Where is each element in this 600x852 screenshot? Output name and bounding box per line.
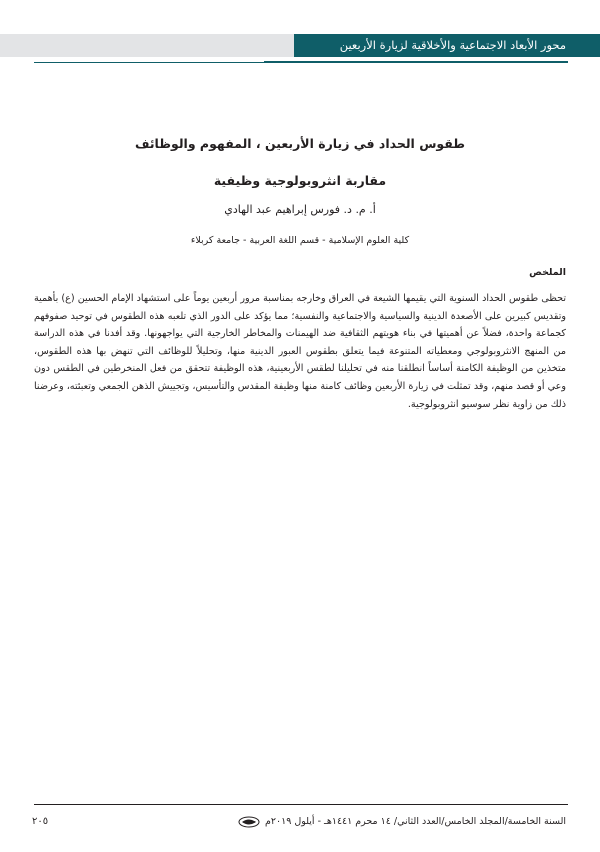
- author-name: أ. م. د. فورس إبراهيم عبد الهادي: [224, 203, 376, 216]
- page-footer: [32, 814, 566, 830]
- article-subtitle: مقاربة انثروبولوجية وظيفية: [213, 173, 387, 188]
- article-title: طقوس الحداد في زيارة الأربعين ، المفهوم والوظائف: [134, 136, 466, 151]
- page-number: ٢٠٥: [32, 816, 49, 827]
- abstract-heading: الملخص: [529, 267, 566, 278]
- footer-rule: [34, 804, 568, 805]
- journal-seal-icon: [238, 816, 260, 828]
- issue-info: السنة الخامسة/المجلد الخامس/العدد الثاني/ ١٤ محرم ١٤٤١هـ - أيلول ٢٠١٩م: [265, 816, 566, 827]
- author-affiliation: كلية العلوم الإسلامية - قسم اللغة العربية - جامعة كربلاء: [190, 235, 410, 246]
- header-rule-accent: [264, 61, 568, 63]
- abstract-body: تحظى طقوس الحداد السنوية التي يقيمها الشيعة في العراق وخارجه بمناسبة مرور أربعين يوماً على استشهاد الإمام الحسين (ع) بأهمية وتقديس كبيرين على الأصعدة الدينية والسياسية والاجتماعية والنفسية؛ مما يؤكد على الدور الذي تلعبه هذه الطقوس في توحيد صفوفهم كجماعة واحدة، فضلاً عن أهميتها في بناء هويتهم الثقافية ضد الهيمنات والمخاطر الخارجية التي يواجهونها. وقد أفدنا في هذه الدراسة من المنهج الانثروبولوجي ومعطياته المتنوعة فيما يتعلق بطقوس العبور الدينية منها، وتحليلاً للوظائف التي تنهض بها هذه الطقوس، متخذين من الوظيفة الكامنة أساساً انطلقنا منه في تحليلنا لطقس الأربعينية، هذه الوظيفة تتحقق من فعل المنخرطين في الطقس دون وعي أو قصد منهم، وقد تمثلت في زيارة الأربعين وظائف كامنة منها وظيفة المقدس والتأسيس، وتجييش الذهن الجمعي وتعبئته، وعرضنا ذلك من زاوية نظر سوسيو انثروبولوجية.: [34, 293, 566, 410]
- running-title: محور الأبعاد الاجتماعية والأخلاقية لزيارة الأربعين: [339, 38, 566, 52]
